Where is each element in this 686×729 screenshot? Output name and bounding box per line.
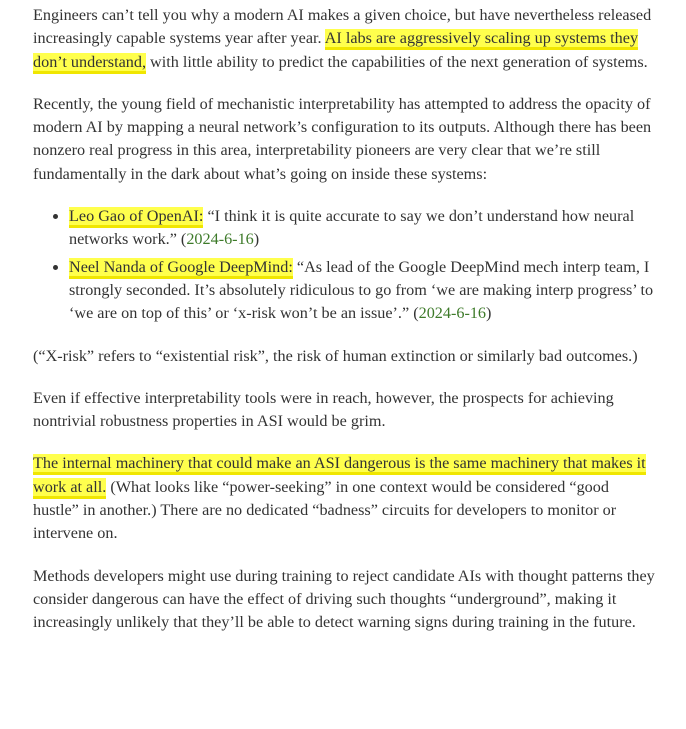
paragraph-text: with little ability to predict the capabilities of the next generation of systems. <box>146 52 648 71</box>
quote-list <box>33 205 656 325</box>
quote-speaker: Leo Gao of OpenAI: <box>69 207 203 228</box>
paragraph-robustness: Even if effective interpretability tools were in reach, however, the prospects for achieving nontrivial robustness properties in ASI would be grim. <box>33 388 614 431</box>
paragraph-xrisk-definition: (“X-risk” refers to “existential risk”, the risk of human extinction or similarly bad outcomes.) <box>33 346 638 365</box>
paragraph-scaling <box>33 4 656 74</box>
quote-close: ) <box>486 304 492 323</box>
paragraph-training-methods: Methods developers might use during training to reject candidate AIs with thought patterns they consider dangerous can have the effect of driving such thoughts “underground”, making it increasingly unlikely that they’ll be able to detect warning signs during training in the future. <box>33 566 655 632</box>
paragraph-text: (What looks like “power-seeking” in one context would be considered “good hustle” in another.) There are no dedicated “badness” circuits for developers to monitor or intervene on. <box>33 477 617 543</box>
quote-speaker: Neel Nanda of Google DeepMind: <box>69 258 293 279</box>
quote-text: “As lead of the Google DeepMind mech interp team, I strongly seconded. It’s absolutely ridiculous to go from ‘we are making interp progress’ to ‘we are on top of this’ or ‘x-risk won’t be an issue’.” ( <box>69 257 654 323</box>
list-item <box>69 205 656 252</box>
quote-text: “I think it is quite accurate to say we don’t understand how neural networks work.” ( <box>69 207 635 249</box>
highlighted-text: The internal machinery that could make an ASI dangerous is the same machinery that makes it work at all. <box>33 454 646 498</box>
paragraph-interpretability: Recently, the young field of mechanistic interpretability has attempted to address the opacity of modern AI by mapping a neural network’s configuration to its outputs. Although there has been nonzero real progress in this area, interpretability pioneers are very clear that we’re still fundamentally in the dark about what’s going on inside these systems: <box>33 94 652 183</box>
highlighted-text: AI labs are aggressively scaling up systems they don’t understand, <box>33 29 638 73</box>
source-date-link[interactable]: 2024-6-16 <box>186 230 254 249</box>
quote-close: ) <box>253 230 260 249</box>
paragraph-text: Engineers can’t tell you why a modern AI makes a given choice, but have nevertheless released increasingly capable systems year after year. <box>33 6 652 48</box>
paragraph-machinery <box>33 452 656 545</box>
list-item <box>69 256 656 326</box>
source-date-link[interactable]: 2024-6-16 <box>418 304 487 323</box>
